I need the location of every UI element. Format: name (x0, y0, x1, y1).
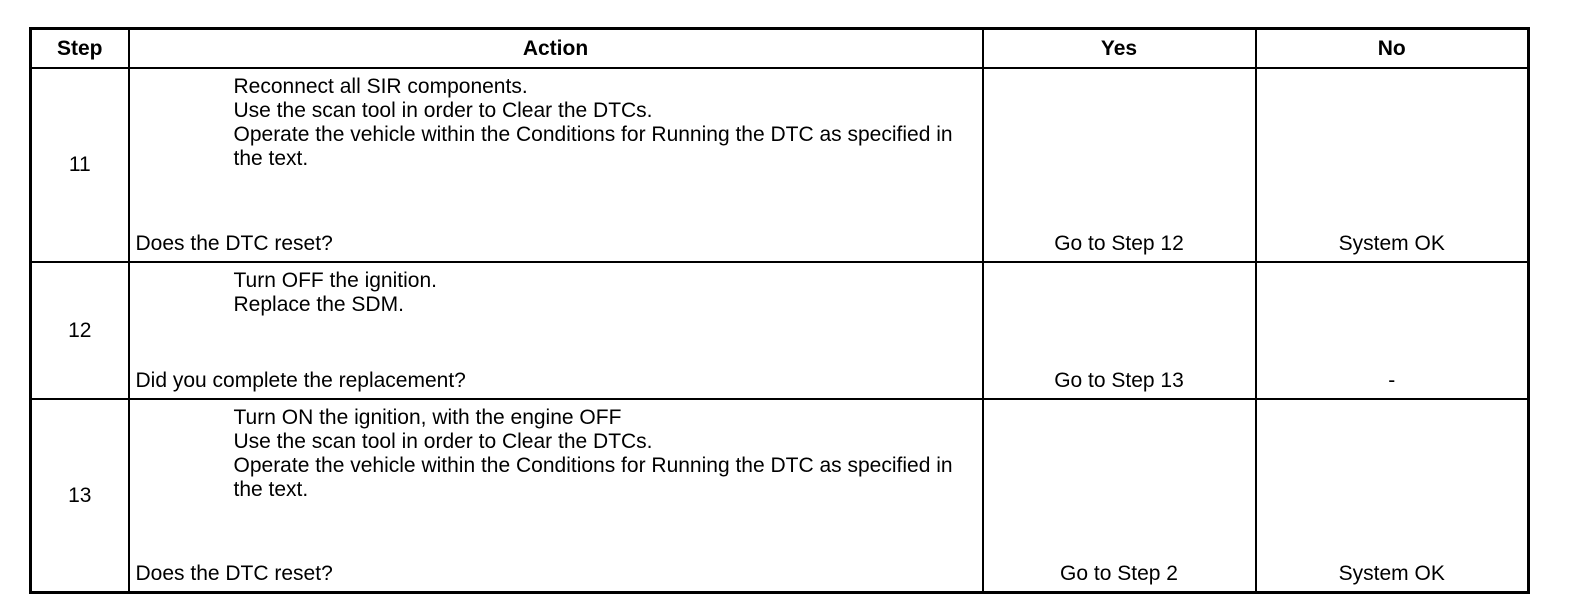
yes-cell (983, 399, 1256, 593)
step-number: 13 (31, 399, 129, 593)
action-cell (129, 262, 983, 399)
header-action: Action (129, 29, 983, 69)
question-text: Did you complete the replacement? (135, 369, 466, 392)
no-cell (1256, 262, 1529, 399)
instruction-list (233, 75, 959, 171)
instruction-item: Operate the vehicle within the Conditions for Running the DTC as specified in the text. (233, 123, 959, 170)
instruction-item: Use the scan tool in order to Clear the DTCs. (233, 430, 653, 453)
instruction-item: Turn ON the ignition, with the engine OFF (233, 406, 622, 429)
action-cell (129, 68, 983, 262)
no-result: System OK (1338, 562, 1445, 585)
header-step: Step (31, 29, 129, 69)
yes-result: Go to Step 13 (1054, 369, 1184, 392)
table-row-step-13 (31, 399, 1529, 593)
header-no: No (1256, 29, 1529, 69)
instruction-item: Reconnect all SIR components. (233, 75, 528, 98)
yes-result: Go to Step 12 (1054, 232, 1184, 255)
step-number: 11 (31, 68, 129, 262)
instruction-list (234, 269, 956, 317)
instruction-list (233, 406, 959, 502)
no-cell (1256, 68, 1529, 262)
instruction-item: Use the scan tool in order to Clear the DTCs. (233, 99, 653, 122)
no-result: System OK (1338, 232, 1445, 255)
action-cell (129, 399, 983, 593)
instruction-item: Replace the SDM. (233, 293, 404, 316)
no-cell (1256, 399, 1529, 593)
instruction-item: Turn OFF the ignition. (233, 269, 437, 292)
question-text: Does the DTC reset? (135, 562, 333, 585)
yes-cell (983, 68, 1256, 262)
question-text: Does the DTC reset? (135, 232, 333, 255)
header-yes: Yes (983, 29, 1256, 69)
instruction-item: Operate the vehicle within the Conditions for Running the DTC as specified in the text. (233, 454, 959, 501)
step-number: 12 (31, 262, 129, 399)
header-row (31, 29, 1529, 69)
table-row-step-11 (31, 68, 1529, 262)
yes-result: Go to Step 2 (1060, 562, 1178, 585)
yes-cell (983, 262, 1256, 399)
table-row-step-12 (31, 262, 1529, 399)
diagnostic-table (29, 27, 1530, 594)
no-result: - (1388, 369, 1396, 392)
